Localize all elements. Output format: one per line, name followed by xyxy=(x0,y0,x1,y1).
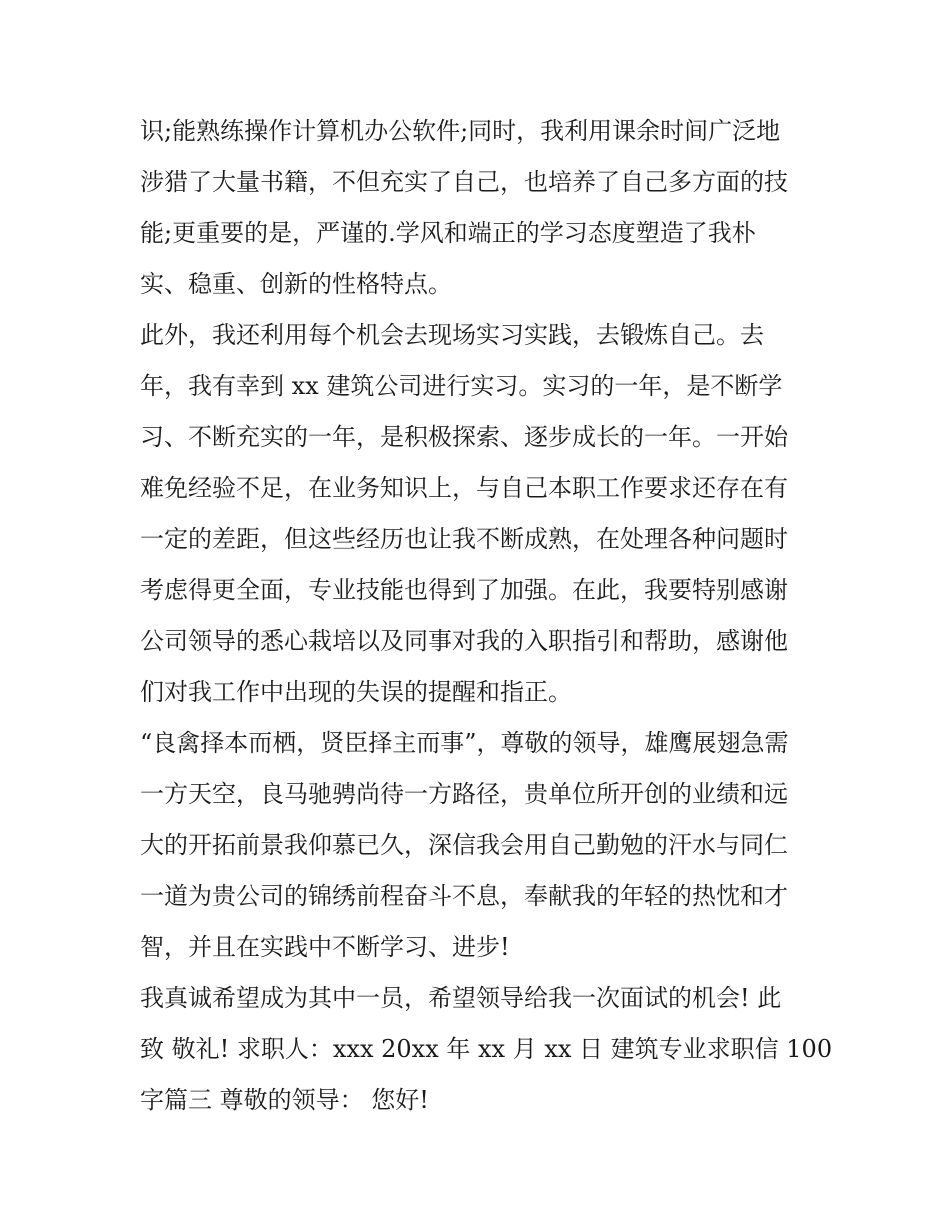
text-line: 们对我工作中出现的失误的提醒和指正。 xyxy=(140,678,572,706)
text-line: 识;能熟练操作计算机办公软件;同时，我利用课余时间广泛地 xyxy=(140,117,781,145)
text-line: 我真诚希望成为其中一员，希望领导给我一次面试的机会! 此 xyxy=(140,984,782,1012)
text-line: 一方天空，良马驰骋尚待一方路径，贵单位所开创的业绩和远 xyxy=(140,780,788,808)
text-line: 考虑得更全面，专业技能也得到了加强。在此，我要特别感谢 xyxy=(140,576,788,604)
text-line: 习、不断充实的一年，是积极探索、逐步成长的一年。一开始 xyxy=(140,423,788,451)
text-line: 涉猎了大量书籍，不但充实了自己，也培养了自己多方面的技 xyxy=(140,168,788,196)
text-line: 一道为贵公司的锦绣前程奋斗不息，奉献我的年轻的热忱和才 xyxy=(140,882,788,910)
text-line: 实、稳重、创新的性格特点。 xyxy=(140,270,452,298)
text-line: 此外，我还利用每个机会去现场实习实践，去锻炼自己。去 xyxy=(140,321,764,349)
text-line: 致 敬礼! 求职人：xxx 20xx 年 xx 月 xx 日 建筑专业求职信 100 xyxy=(140,1035,833,1063)
text-line: 年，我有幸到 xx 建筑公司进行实习。实习的一年，是不断学 xyxy=(140,372,783,400)
text-line: 能;更重要的是，严谨的.学风和端正的学习态度塑造了我朴 xyxy=(140,219,756,247)
text-line: 难免经验不足，在业务知识上，与自己本职工作要求还存在有 xyxy=(140,474,788,502)
text-line: 字篇三 尊敬的领导： 您好! xyxy=(140,1086,429,1114)
text-line: 大的开拓前景我仰慕已久，深信我会用自己勤勉的汗水与同仁 xyxy=(140,831,788,859)
text-line: 一定的差距，但这些经历也让我不断成熟，在处理各种问题时 xyxy=(140,525,788,553)
document-body xyxy=(140,106,833,1126)
text-line: 公司领导的悉心栽培以及同事对我的入职指引和帮助，感谢他 xyxy=(140,627,788,655)
text-line: 智，并且在实践中不断学习、进步! xyxy=(140,933,510,961)
text-line: “良禽择本而栖，贤臣择主而事”，尊敬的领导，雄鹰展翅急需 xyxy=(140,729,789,757)
